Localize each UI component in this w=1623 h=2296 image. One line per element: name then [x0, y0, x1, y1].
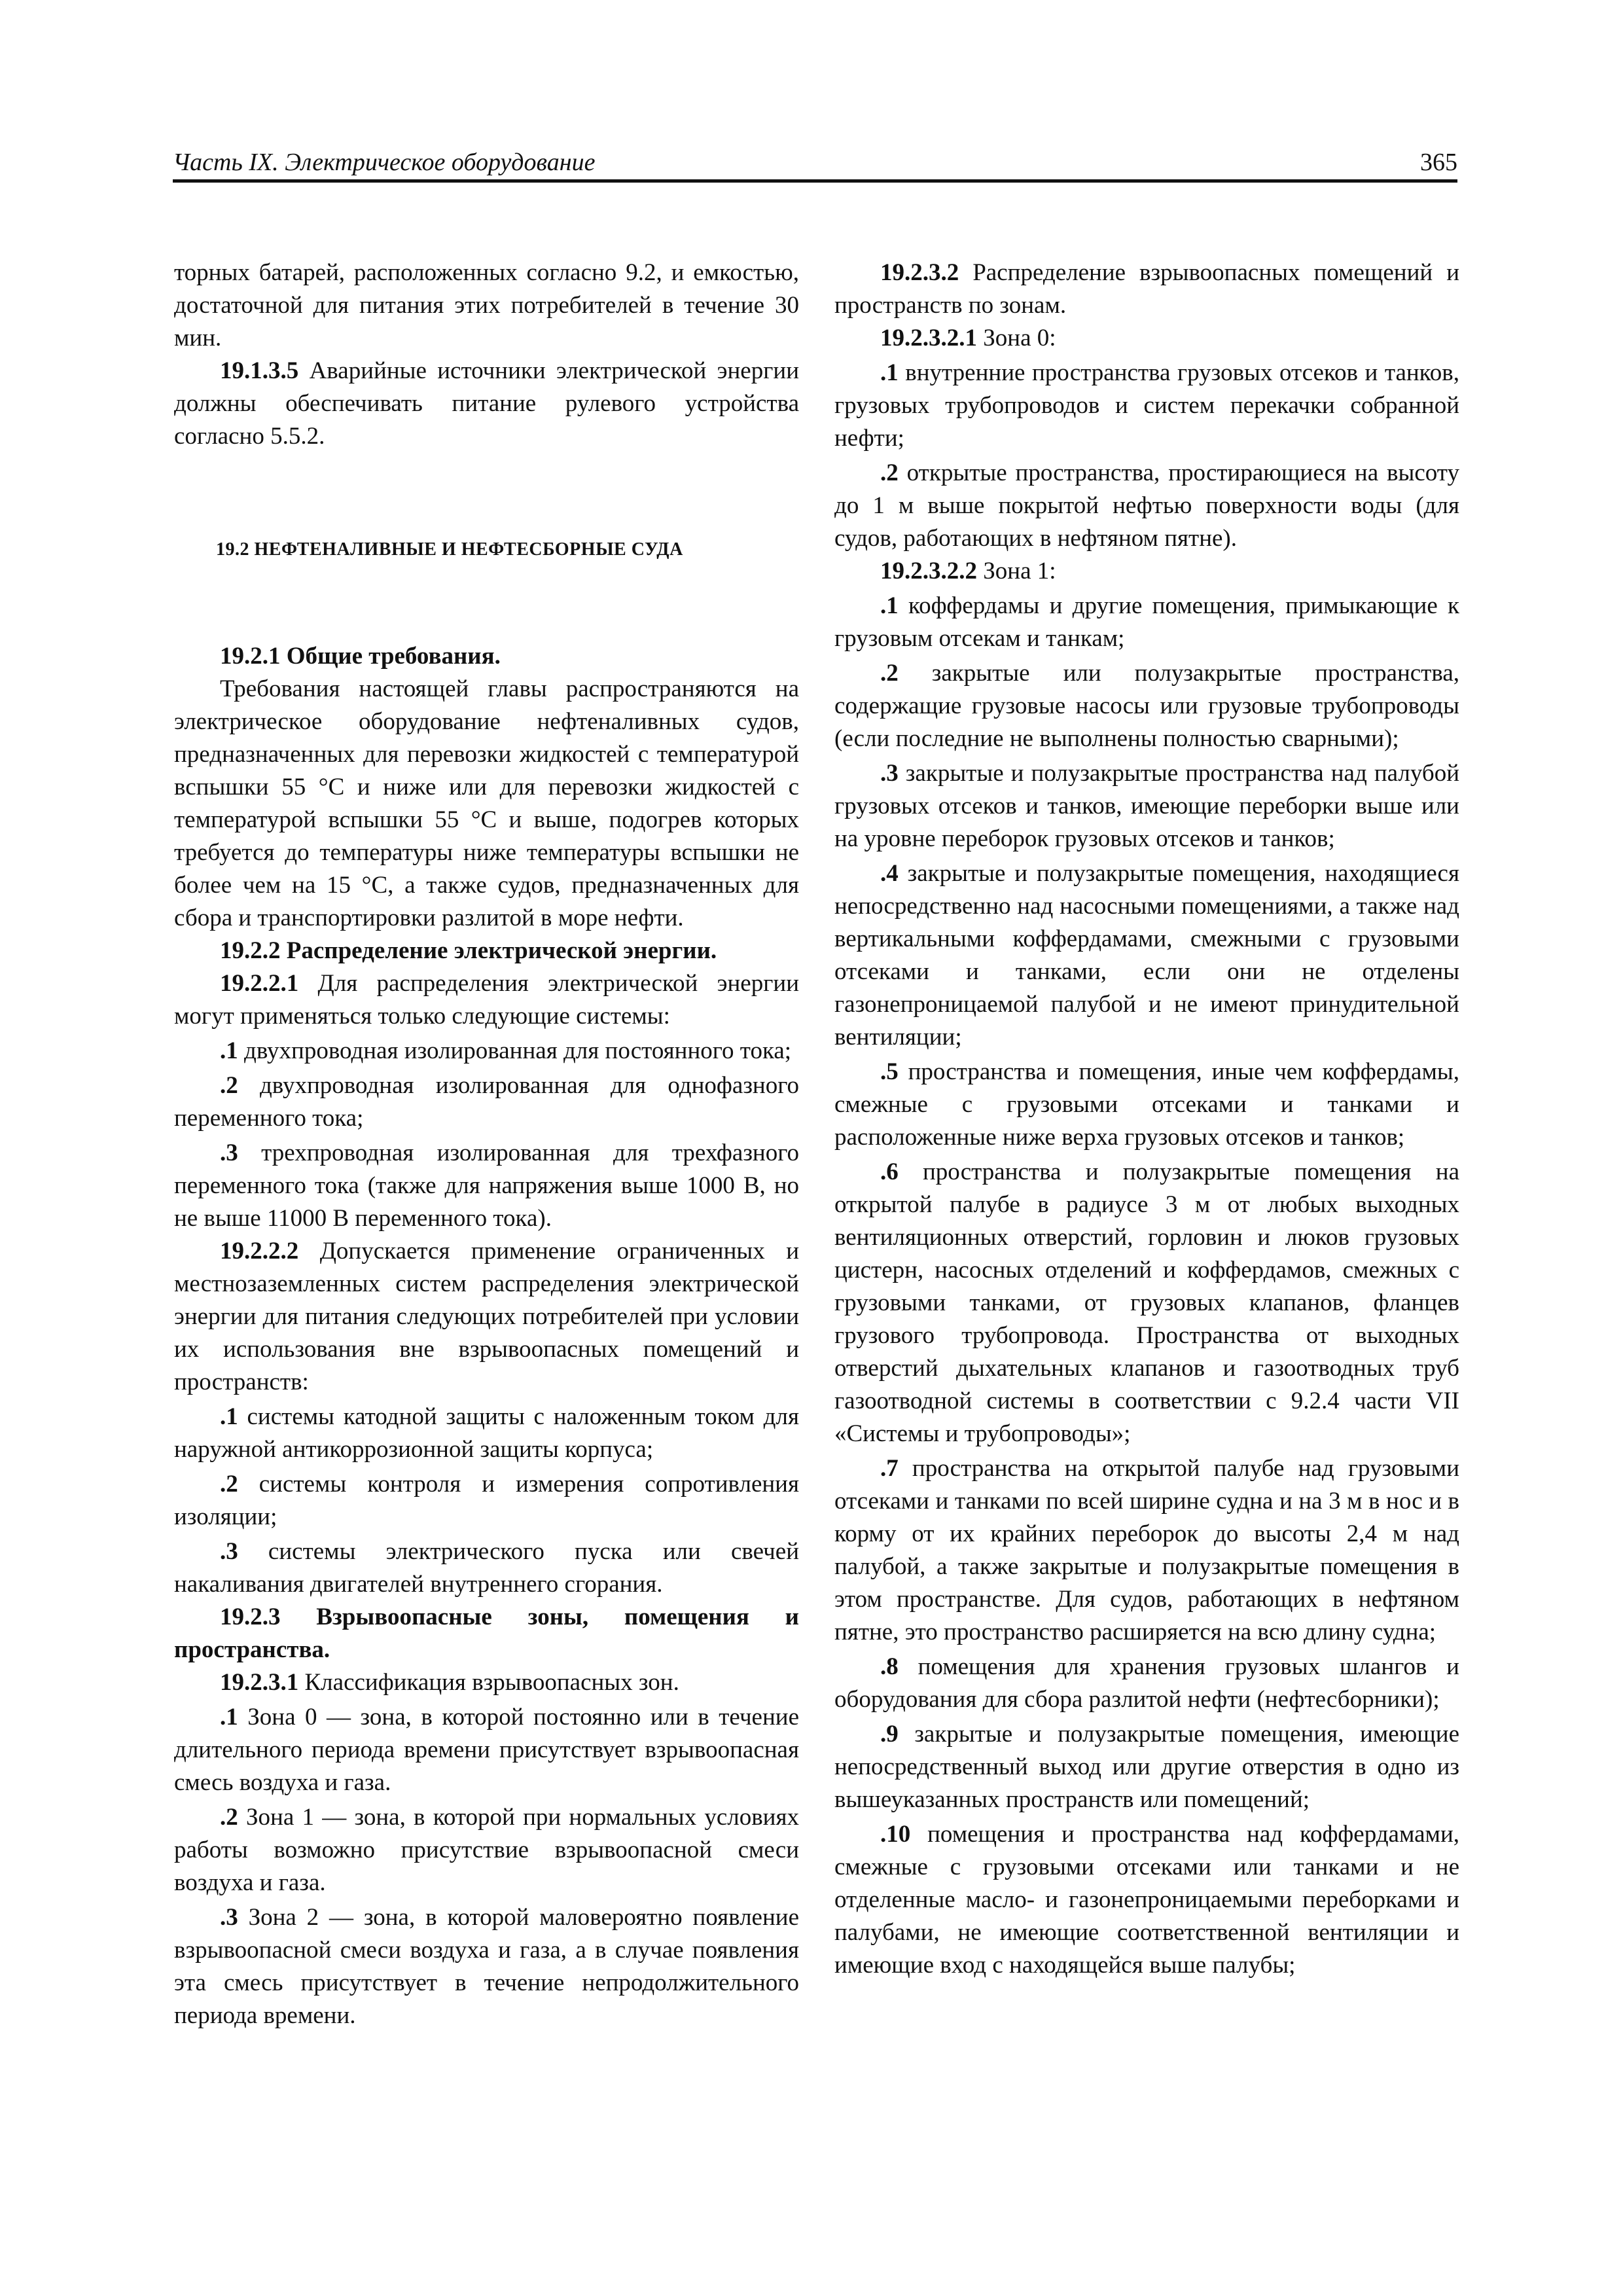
subsection-title: 19.2.2 Распределение электрической энергии.: [220, 937, 717, 964]
list-item: .10 помещения и пространства над коффердамами, смежные с грузовыми отсеками или танками и не отделенные масло- и газонепроницаемыми переборками и палубами, не имеющие соответственной вентиляции и имеющие вход с находящейся выше палубы;: [834, 1821, 1459, 1979]
paragraph: торных батарей, расположенных согласно 9.2, и емкостью, достаточной для питания этих потребителей в течение 30 мин.: [174, 259, 799, 351]
list-item: .1 внутренние пространства грузовых отсеков и танков, грузовых трубопроводов и систем перекачки собранной нефти;: [834, 359, 1459, 452]
list-item: .2 открытые пространства, простирающиеся на высоту до 1 м выше покрытой нефтью поверхности воды (для судов, работающих в нефтяном пятне).: [834, 459, 1459, 552]
section-heading: 19.2 НЕФТЕНАЛИВНЫЕ И НЕФТЕСБОРНЫЕ СУДА: [216, 539, 683, 560]
list-item: .1 двухпроводная изолированная для постоянного тока;: [220, 1037, 792, 1064]
list-item: .2 двухпроводная изолированная для однофазного переменного тока;: [174, 1072, 799, 1132]
list-item: .3 системы электрического пуска или свечей накаливания двигателей внутреннего сгорания.: [174, 1538, 799, 1598]
list-item: .1 Зона 0 — зона, в которой постоянно или в течение длительного периода времени присутствует взрывоопасная смесь воздуха и газа.: [174, 1704, 799, 1796]
paragraph: 19.2.3.2.2 Зона 1:: [880, 558, 1056, 584]
list-item: .1 системы катодной защиты с наложенным током для наружной антикоррозионной защиты корпуса;: [174, 1403, 799, 1463]
clause-number: 19.2.3.2.2: [880, 558, 977, 584]
paragraph: 19.2.2.2 Допускается применение ограниченных и местнозаземленных систем распределения электрической энергии для питания следующих потребителей при условии их использования вне взрывоопасных помещений и пространств:: [174, 1238, 799, 1395]
list-item: .7 пространства на открытой палубе над грузовыми отсеками и танками по всей ширине судна и на 3 м в нос и в корму от их крайних переборок до высоты 2,4 м над палубой, а также закрытые и полузакрытые помещения в этом пространстве. Для судов, работающих в нефтяном пятне, это пространство расширяется на всю длину судна;: [834, 1455, 1459, 1645]
list-item: .6 пространства и полузакрытые помещения на открытой палубе в радиусе 3 м от любых выходных вентиляционных отверстий, горловин и люков грузовых цистерн, насосных отделений и коффердамов, смежных с грузовыми танками, от грузовых клапанов, фланцев грузового трубопровода. Пространства от выходных отверстий дыхательных клапанов и газоотводных труб газоотводной системы в соответствии с 9.2.4 части VII «Системы и трубопроводы»;: [834, 1158, 1459, 1447]
running-header: [173, 145, 1457, 183]
clause-number: 19.2.3.2: [880, 259, 959, 286]
list-item: .5 пространства и помещения, иные чем коффердамы, смежные с грузовыми отсеками и танками и расположенные ниже верха грузовых отсеков и танков;: [834, 1058, 1459, 1151]
clause-number: 19.2.3.1: [220, 1669, 299, 1696]
list-item: .2 закрытые или полузакрытые пространства, содержащие грузовые насосы или грузовые трубопроводы (если последние не выполнены полностью сварными);: [834, 660, 1459, 752]
paragraph: 19.1.3.5 Аварийные источники электрической энергии должны обеспечивать питание рулевого устройства согласно 5.5.2.: [174, 357, 799, 450]
list-item: .2 Зона 1 — зона, в которой при нормальных условиях работы возможно присутствие взрывоопасной смеси воздуха и газа.: [174, 1804, 799, 1896]
right-column: [834, 257, 1459, 1982]
paragraph: 19.2.3.2.1 Зона 0:: [880, 325, 1056, 351]
list-item: .9 закрытые и полузакрытые помещения, имеющие непосредственный выход или другие отверстия в одно из вышеуказанных пространств или помещений;: [834, 1721, 1459, 1813]
list-item: .4 закрытые и полузакрытые помещения, находящиеся непосредственно над насосными помещениями, а также над вертикальными коффердамами, смежными с грузовыми отсеками и танками, если они не отделены газонепроницаемой палубой и не имеют принудительной вентиляции;: [834, 860, 1459, 1050]
list-item: .3 Зона 2 — зона, в которой маловероятно появление взрывоопасной смеси воздуха и газа, а в случае появления эта смесь присутствует в течение непродолжительного периода времени.: [174, 1904, 799, 2029]
clause-number: 19.2.3.2.1: [880, 325, 977, 351]
list-item: .3 трехпроводная изолированная для трехфазного переменного тока (также для напряжения выше 1000 В, но не выше 11000 В переменного тока).: [174, 1139, 799, 1232]
list-item: .3 закрытые и полузакрытые пространства над палубой грузовых отсеков и танков, имеющие переборки выше или на уровне переборок грузовых отсеков и танков;: [834, 760, 1459, 852]
paragraph: Требования настоящей главы распространяются на электрическое оборудование нефтеналивных судов, предназначенных для перевозки жидкостей с температурой вспышки 55 °С и ниже или для перевозки жидкостей с температурой вспышки 55 °С и выше, подогрев которых требуется до температуры ниже температуры вспышки не более чем на 15 °С, а также судов, предназначенных для сбора и транспортировки разлитой в море нефти.: [174, 675, 799, 931]
clause-number: 19.1.3.5: [220, 357, 299, 384]
list-item: .2 системы контроля и измерения сопротивления изоляции;: [174, 1471, 799, 1530]
list-item: .1 коффердамы и другие помещения, примыкающие к грузовым отсекам и танкам;: [834, 592, 1459, 652]
clause-number: 19.2.2.1: [220, 970, 299, 997]
page-number: 365: [1420, 149, 1457, 176]
list-item: .8 помещения для хранения грузовых шлангов и оборудования для сбора разлитой нефти (нефтесборники);: [834, 1653, 1459, 1713]
subsection-title: 19.2.3 Взрывоопасные зоны, помещения и пространства.: [174, 1604, 799, 1663]
paragraph: 19.2.2.1 Для распределения электрической энергии могут применяться только следующие системы:: [174, 970, 799, 1030]
clause-number: 19.2.2.2: [220, 1238, 299, 1265]
subsection-title: 19.2.1 Общие требования.: [220, 643, 501, 670]
header-title: Часть IX. Электрическое оборудование: [173, 149, 596, 176]
left-column: [174, 257, 799, 2032]
paragraph: 19.2.3.2 Распределение взрывоопасных помещений и пространств по зонам.: [834, 259, 1459, 319]
paragraph: 19.2.3.1 Классификация взрывоопасных зон.: [220, 1669, 679, 1696]
